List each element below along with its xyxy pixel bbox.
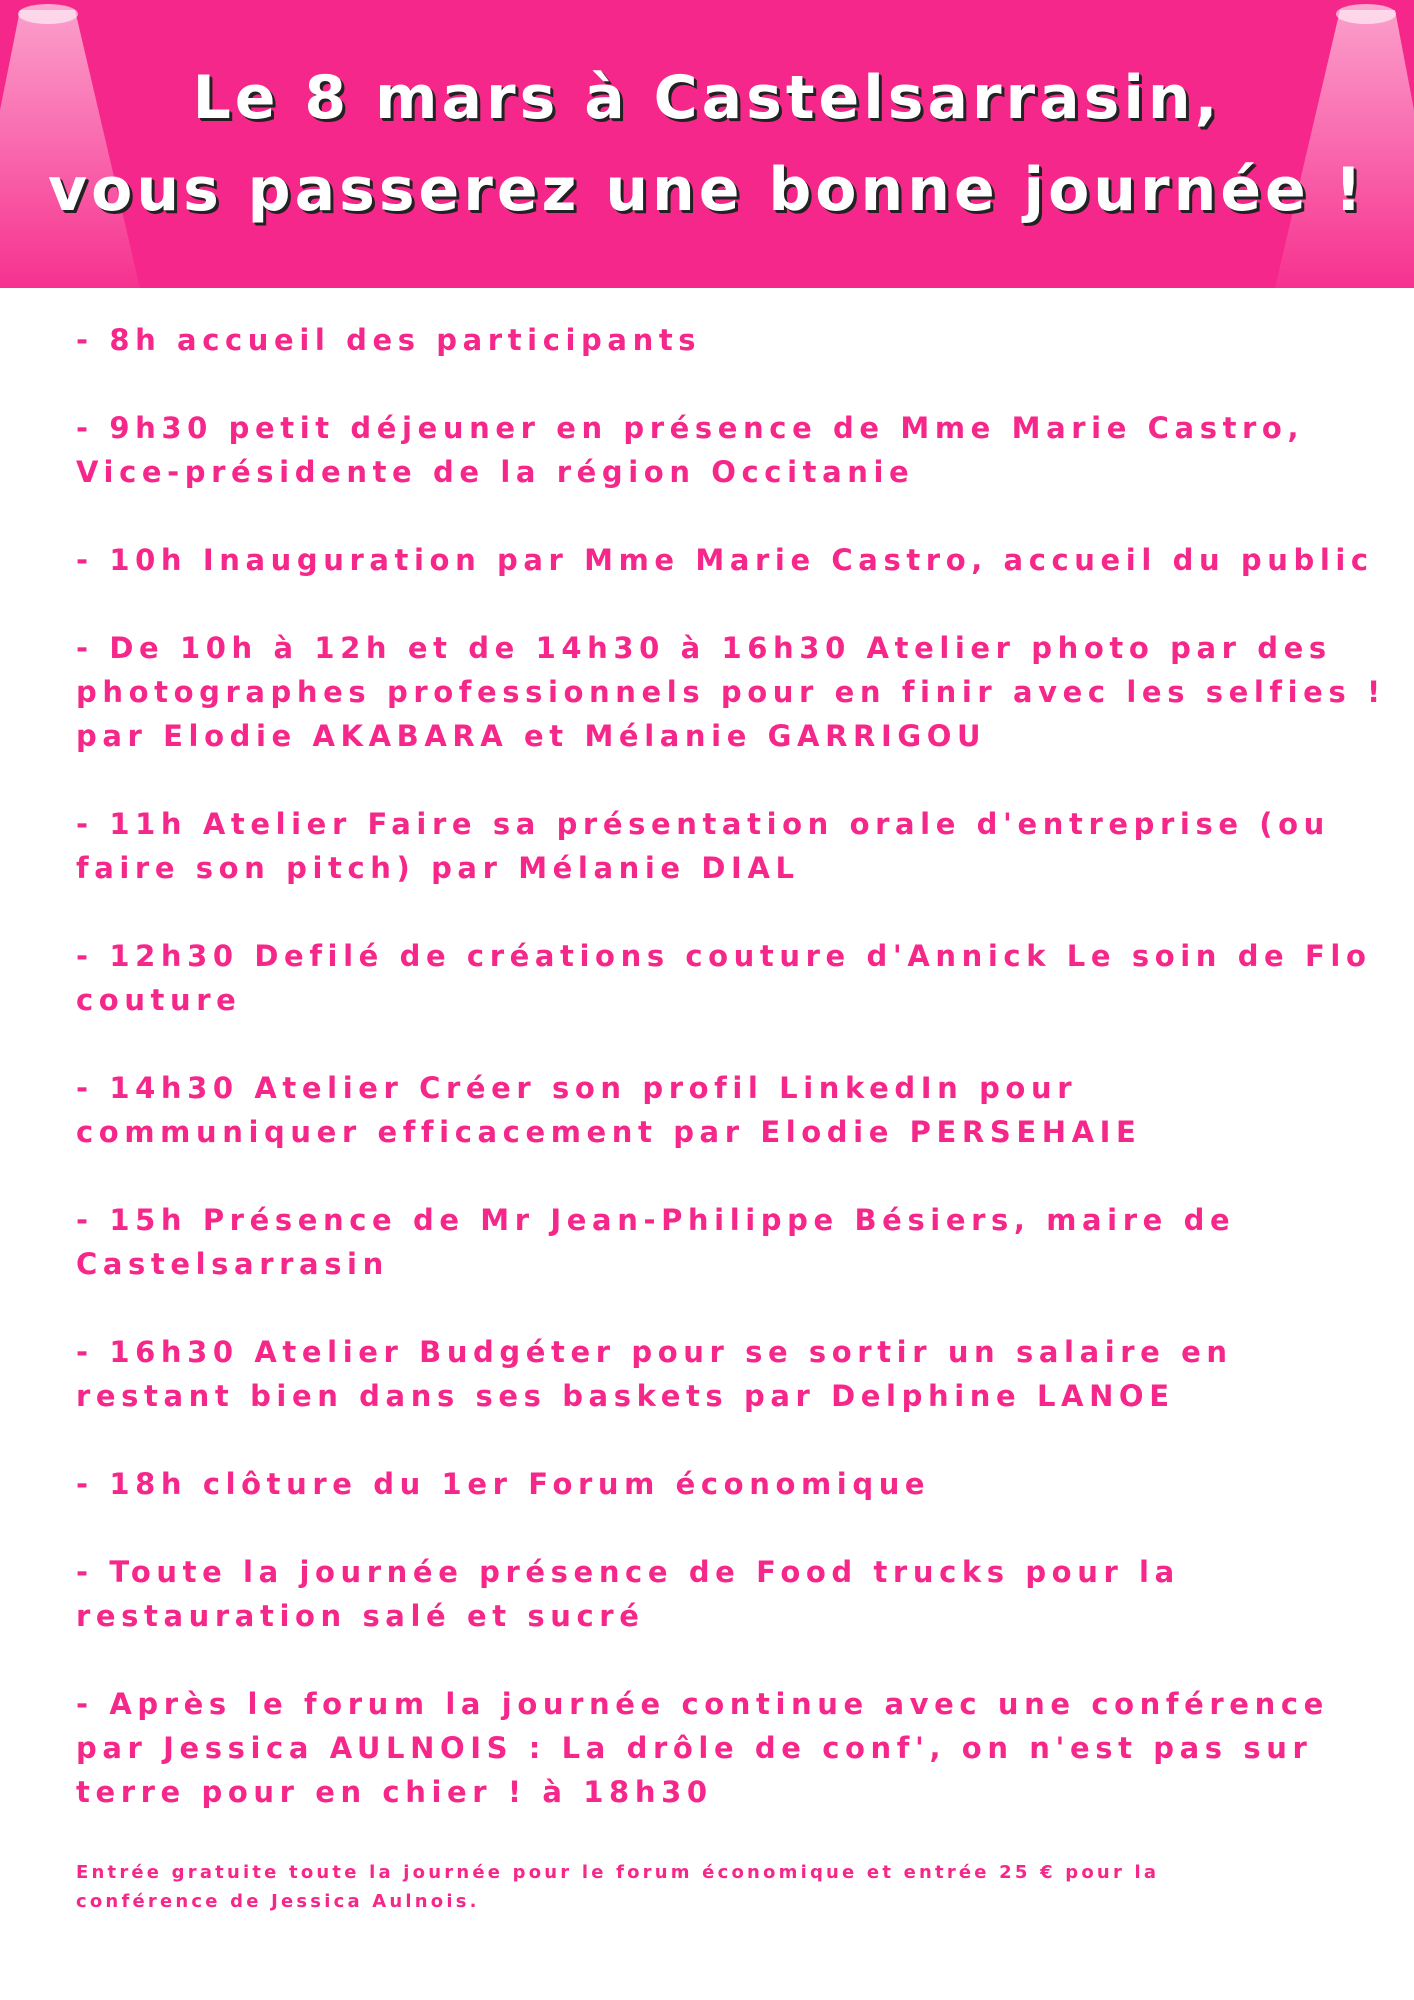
program-line: - 12h30 Defilé de créations couture d'Annick Le soin de Flo [76,939,1372,973]
program-line: restant bien dans ses baskets par Delphine LANOE [76,1379,1175,1413]
program-line: restauration salé et sucré [76,1599,645,1633]
program-item [76,1550,1366,1638]
program-line: - 11h Atelier Faire sa présentation orale d'entreprise (ou [76,807,1330,841]
program-item [76,802,1366,890]
header-banner [0,0,1414,288]
program-line: - Après le forum la journée continue avec une conférence [76,1687,1329,1721]
program-line: - 10h Inauguration par Mme Marie Castro, accueil du public [76,543,1374,577]
program-item [76,318,1366,362]
program-item [76,626,1386,758]
program-list [76,318,1386,1858]
program-line: - 15h Présence de Mr Jean-Philippe Bésiers, maire de [76,1203,1236,1237]
program-line: communiquer efficacement par Elodie PERSEHAIE [76,1115,1142,1149]
program-line: - Toute la journée présence de Food trucks pour la [76,1555,1180,1589]
program-item [76,1198,1366,1286]
program-line: par Jessica AULNOIS : La drôle de conf', on n'est pas sur [76,1731,1313,1765]
program-line: terre pour en chier ! à 18h30 [76,1775,713,1809]
program-line: par Elodie AKABARA et Mélanie GARRIGOU [76,719,987,753]
program-line: - De 10h à 12h et de 14h30 à 16h30 Atelier photo par des [76,631,1332,665]
program-line: Castelsarrasin [76,1247,389,1281]
program-line: - 8h accueil des participants [76,323,702,357]
program-line: - 18h clôture du 1er Forum économique [76,1467,931,1501]
title-line-1: Le 8 mars à Castelsarrasin, [192,63,1222,133]
program-line: Vice-présidente de la région Occitanie [76,455,915,489]
program-item [76,1462,1366,1506]
page-title [0,52,1414,236]
program-line: - 16h30 Atelier Budgéter pour se sortir un salaire en [76,1335,1233,1369]
program-line: photographes professionnels pour en finir avec les selfies ! [76,675,1386,709]
program-line: - 9h30 petit déjeuner en présence de Mme Marie Castro, [76,411,1305,445]
program-item [76,1330,1366,1418]
footer-note [76,1858,1366,1916]
title-line-2: vous passerez une bonne journée ! [48,155,1366,225]
program-line: faire son pitch) par Mélanie DIAL [76,851,800,885]
program-item [76,538,1374,582]
program-line: - 14h30 Atelier Créer son profil LinkedIn pour [76,1071,1078,1105]
program-item [76,406,1366,494]
program-line: couture [76,983,242,1017]
program-item [76,934,1372,1022]
program-item [76,1682,1366,1814]
footer-note-line-2: conférence de Jessica Aulnois. [76,1891,480,1912]
program-item [76,1066,1366,1154]
footer-note-line-1: Entrée gratuite toute la journée pour le forum économique et entrée 25 € pour la [76,1862,1160,1883]
